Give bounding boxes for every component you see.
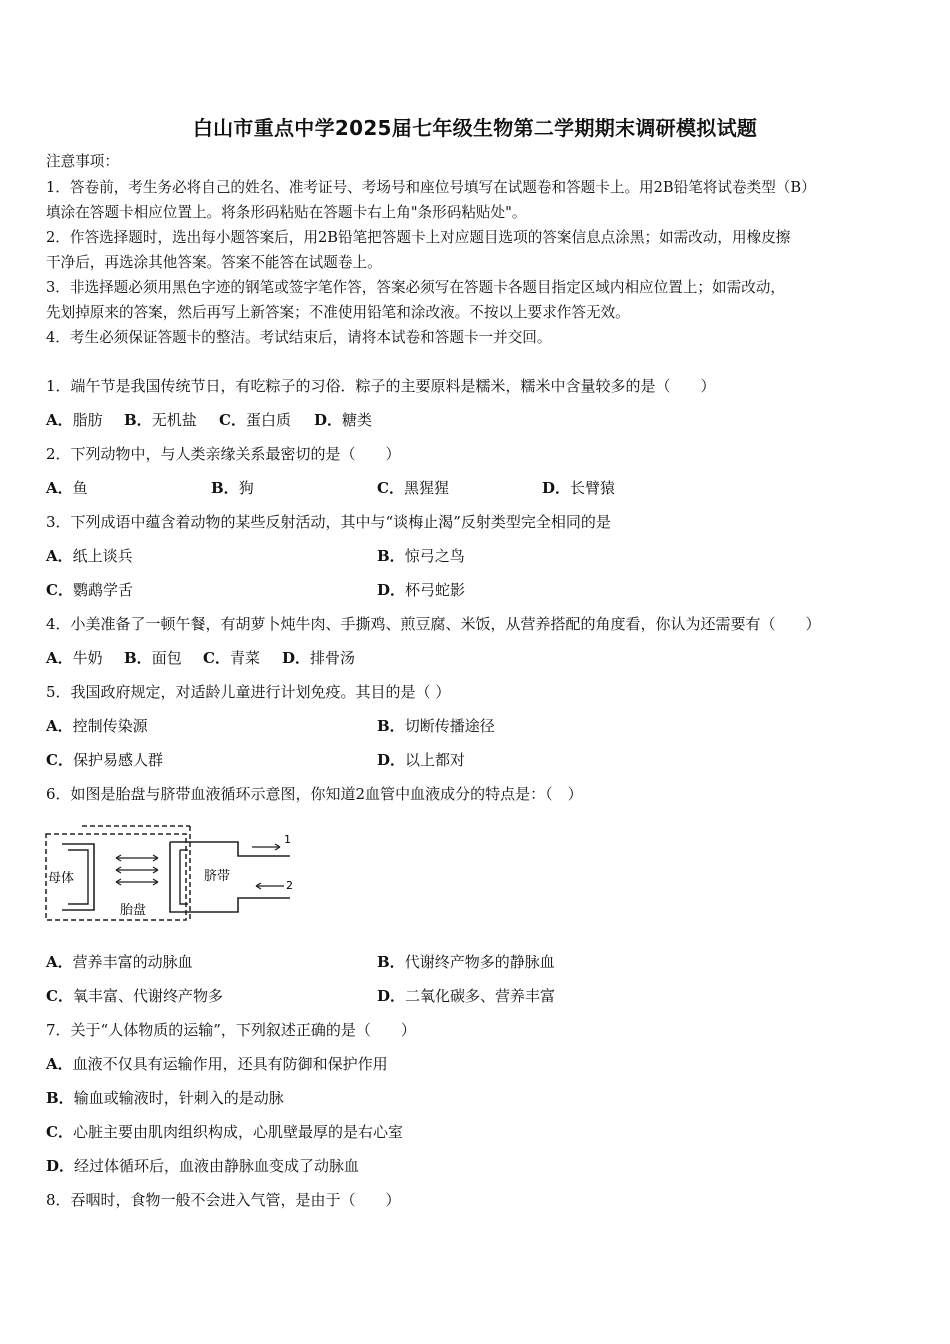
- notes-line: 3．非选择题必须用黑色字迹的钢笔或签字笔作答，答案必须写在答题卡各题目指定区域内相应位置上；如需改动，: [46, 279, 785, 296]
- question-3-stem: 3．下列成语中蕴含着动物的某些反射活动，其中与“谈梅止渴”反射类型完全相同的是: [46, 513, 611, 531]
- question-3-option-d: D．杯弓蛇影: [377, 581, 466, 599]
- question-4-option-d: D．排骨汤: [282, 649, 356, 667]
- placenta-diagram: [44, 820, 296, 922]
- question-3-option-a: A．纸上谈兵: [46, 547, 133, 565]
- question-3-option-b: B．惊弓之鸟: [377, 547, 465, 565]
- question-2-stem: 2．下列动物中，与人类亲缘关系最密切的是（ ）: [46, 445, 401, 463]
- question-5-option-b: B．切断传播途径: [377, 717, 495, 735]
- page-title: 白山市重点中学2025届七年级生物第二学期期末调研模拟试题: [192, 116, 758, 140]
- question-4-option-c: C．青菜: [203, 649, 260, 667]
- notes-line: 填涂在答题卡相应位置上。将条形码粘贴在答题卡右上角"条形码粘贴处"。: [46, 204, 527, 221]
- notes-heading: 注意事项：: [46, 153, 119, 170]
- question-2-option-d: D．长臂猿: [542, 479, 616, 497]
- question-7-option-b: B．输血或输液时，针刺入的是动脉: [46, 1089, 284, 1107]
- question-1-option-a: A．脂肪: [46, 411, 103, 429]
- cord-inner-bracket: [180, 850, 188, 904]
- question-7-option-a: A．血液不仅具有运输作用，还具有防御和保护作用: [46, 1055, 388, 1073]
- question-5-option-a: A．控制传染源: [46, 717, 148, 735]
- question-1-option-c: C．蛋白质: [219, 411, 291, 429]
- question-6-stem: 6．如图是胎盘与脐带血液循环示意图，你知道2血管中血液成分的特点是：（ ）: [46, 785, 583, 803]
- question-7-stem: 7．关于“人体物质的运输”，下列叙述正确的是（ ）: [46, 1021, 416, 1039]
- notes-line: 干净后，再选涂其他答案。答案不能答在试题卷上。: [46, 254, 382, 271]
- notes-line: 4．考生必须保证答题卡的整洁。考试结束后，请将本试卷和答题卡一并交回。: [46, 329, 552, 346]
- label-placenta: 胎盘: [120, 903, 147, 918]
- question-6-option-d: D．二氧化碳多、营养丰富: [377, 987, 556, 1005]
- question-6-option-b: B．代谢终产物多的静脉血: [377, 953, 555, 971]
- label-vessel-1: 1: [284, 833, 291, 846]
- question-2-option-c: C．黑猩猩: [377, 479, 449, 497]
- label-mother: 母体: [48, 871, 75, 886]
- question-4-stem: 4．小美准备了一顿午餐，有胡萝卜炖牛肉、手撕鸡、煎豆腐、米饭，从营养搭配的角度看，你认为还需要有（ ）: [46, 615, 821, 633]
- question-4-option-b: B．面包: [124, 649, 182, 667]
- cord-outline-top: [170, 842, 290, 856]
- question-6-option-c: C．氧丰富、代谢终产物多: [46, 987, 223, 1005]
- question-5-option-c: C．保护易感人群: [46, 751, 163, 769]
- exchange-arrows: [116, 855, 158, 885]
- question-8-stem: 8．吞咽时，食物一般不会进入气管，是由于（ ）: [46, 1191, 401, 1209]
- question-7-option-d: D．经过体循环后，血液由静脉血变成了动脉血: [46, 1157, 360, 1175]
- label-cord: 脐带: [204, 869, 231, 884]
- label-vessel-2: 2: [286, 879, 293, 892]
- question-4-option-a: A．牛奶: [46, 649, 103, 667]
- question-5-stem: 5．我国政府规定，对适龄儿童进行计划免疫。其目的是（ ）: [46, 683, 451, 701]
- question-3-option-c: C．鹦鹉学舌: [46, 581, 133, 599]
- question-2-option-b: B．狗: [211, 479, 254, 497]
- question-1-option-d: D．糖类: [314, 411, 373, 429]
- notes-line: 先划掉原来的答案，然后再写上新答案；不准使用铅笔和涂改液。不按以上要求作答无效。: [46, 304, 630, 321]
- question-1-stem: 1．端午节是我国传统节日，有吃粽子的习俗．粽子的主要原料是糯米，糯米中含量较多的是（ ）: [46, 377, 716, 395]
- notes-line: 2．作答选择题时，选出每小题答案后，用2B铅笔把答题卡上对应题目选项的答案信息点涂黑；如需改动，用橡皮擦: [46, 229, 791, 246]
- question-1-option-b: B．无机盐: [124, 411, 197, 429]
- question-7-option-c: C．心脏主要由肌肉组织构成，心肌壁最厚的是右心室: [46, 1123, 403, 1141]
- question-5-option-d: D．以上都对: [377, 751, 466, 769]
- question-6-option-a: A．营养丰富的动脉血: [46, 953, 193, 971]
- question-2-option-a: A．鱼: [46, 479, 88, 497]
- notes-line: 1．答卷前，考生务必将自己的姓名、准考证号、考场号和座位号填写在试题卷和答题卡上。用2B铅笔将试卷类型（B）: [46, 179, 816, 196]
